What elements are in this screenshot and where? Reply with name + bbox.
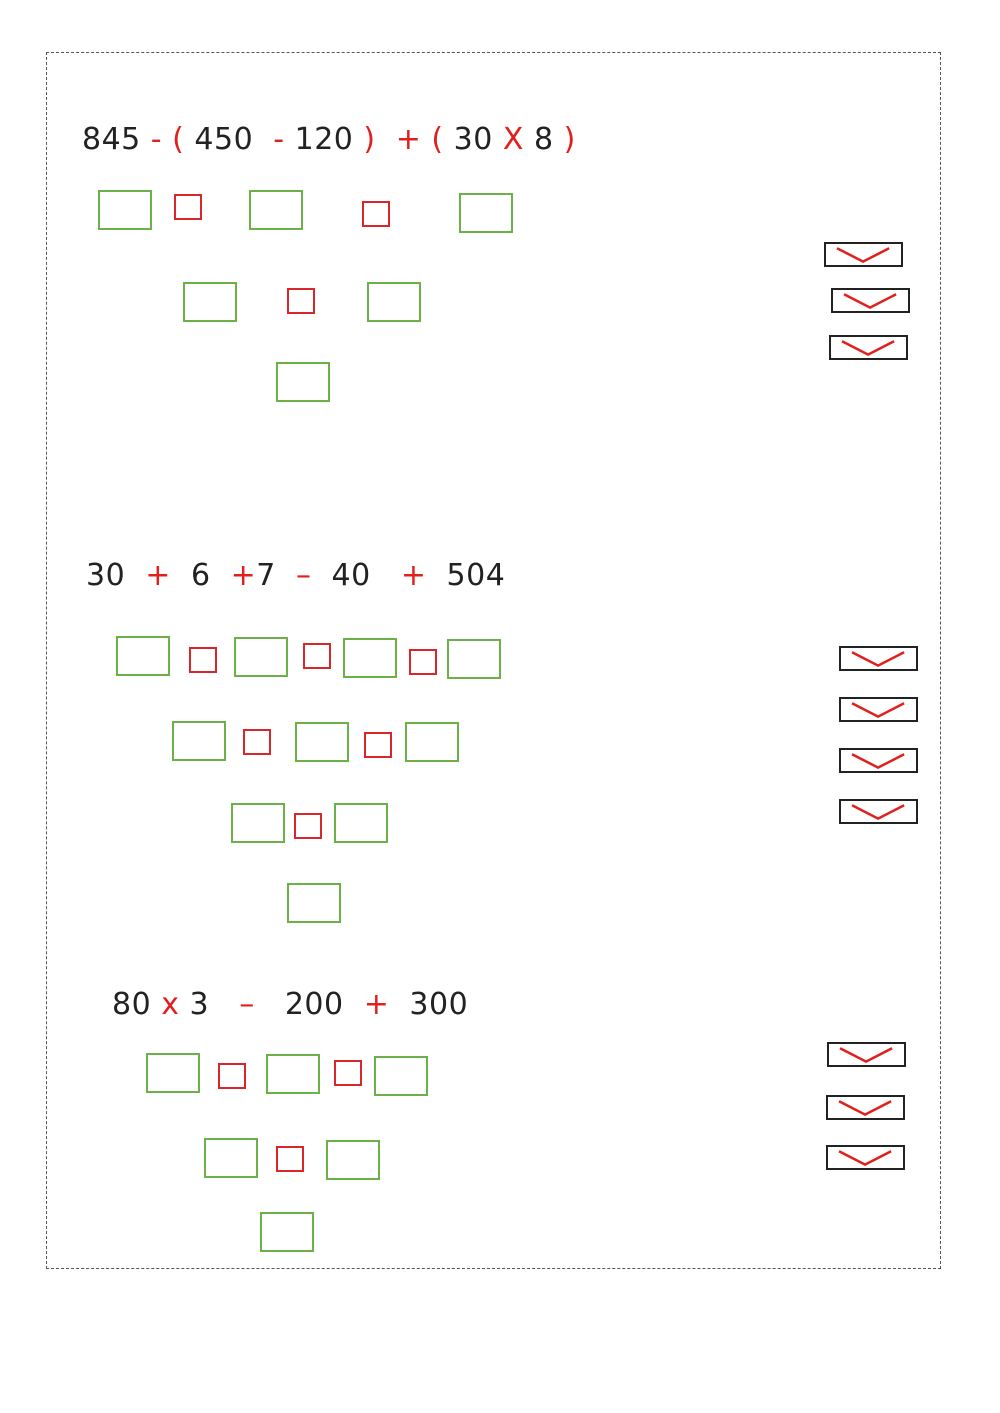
- expression-number: 80: [112, 987, 162, 1022]
- answer-box[interactable]: [260, 1212, 314, 1252]
- expression-operator: (: [172, 122, 195, 157]
- expression-operator: (: [431, 122, 454, 157]
- dropdown-select[interactable]: [839, 748, 918, 773]
- expression-number: 200: [274, 987, 354, 1022]
- dropdown-select[interactable]: [826, 1145, 905, 1170]
- expression-operator: ): [563, 122, 576, 157]
- operator-box[interactable]: [303, 643, 331, 669]
- operator-box[interactable]: [276, 1146, 304, 1172]
- dropdown-select[interactable]: [831, 288, 910, 313]
- answer-box[interactable]: [116, 636, 170, 676]
- answer-box[interactable]: [326, 1140, 380, 1180]
- expression-operator: +: [135, 558, 181, 593]
- expression-number: 300: [399, 987, 469, 1022]
- operator-box[interactable]: [409, 649, 437, 675]
- chevron-down-icon: [828, 1097, 903, 1118]
- expression-number: 7: [256, 558, 286, 593]
- answer-box[interactable]: [459, 193, 513, 233]
- operator-box[interactable]: [362, 201, 390, 227]
- answer-box[interactable]: [276, 362, 330, 402]
- expression-3: [112, 987, 468, 1022]
- expression-operator: –: [285, 558, 322, 593]
- answer-box[interactable]: [249, 190, 303, 230]
- dropdown-select[interactable]: [839, 799, 918, 824]
- operator-box[interactable]: [243, 729, 271, 755]
- answer-box[interactable]: [266, 1054, 320, 1094]
- expression-number: 6: [180, 558, 221, 593]
- operator-box[interactable]: [334, 1060, 362, 1086]
- answer-box[interactable]: [204, 1138, 258, 1178]
- expression-number: 450: [194, 122, 254, 157]
- operator-box[interactable]: [287, 288, 315, 314]
- answer-box[interactable]: [405, 722, 459, 762]
- chevron-down-icon: [841, 801, 916, 822]
- answer-box[interactable]: [343, 638, 397, 678]
- answer-box[interactable]: [367, 282, 421, 322]
- expression-operator: X: [502, 122, 524, 157]
- dropdown-select[interactable]: [829, 335, 908, 360]
- answer-box[interactable]: [334, 803, 388, 843]
- answer-box[interactable]: [295, 722, 349, 762]
- chevron-down-icon: [841, 648, 916, 669]
- dropdown-select[interactable]: [827, 1042, 906, 1067]
- expression-operator: ): [353, 122, 376, 157]
- expression-number: 8: [523, 122, 564, 157]
- expression-operator: -: [140, 122, 173, 157]
- answer-box[interactable]: [374, 1056, 428, 1096]
- expression-number: 30: [453, 122, 503, 157]
- answer-box[interactable]: [146, 1053, 200, 1093]
- chevron-down-icon: [841, 750, 916, 771]
- expression-operator: -: [253, 122, 295, 157]
- answer-box[interactable]: [287, 883, 341, 923]
- expression-number: 3: [179, 987, 220, 1022]
- expression-1: [82, 122, 576, 157]
- dropdown-select[interactable]: [826, 1095, 905, 1120]
- chevron-down-icon: [833, 290, 908, 311]
- dropdown-select[interactable]: [839, 697, 918, 722]
- operator-box[interactable]: [189, 647, 217, 673]
- expression-operator: +: [353, 987, 400, 1022]
- answer-box[interactable]: [231, 803, 285, 843]
- expression-operator: +: [220, 558, 257, 593]
- chevron-down-icon: [831, 337, 906, 358]
- operator-box[interactable]: [218, 1063, 246, 1089]
- expression-number: 504: [436, 558, 506, 593]
- dropdown-select[interactable]: [824, 242, 903, 267]
- expression-number: 120: [294, 122, 354, 157]
- answer-box[interactable]: [172, 721, 226, 761]
- chevron-down-icon: [826, 244, 901, 265]
- expression-operator: x: [161, 987, 180, 1022]
- expression-number: 40: [321, 558, 381, 593]
- dropdown-select[interactable]: [839, 646, 918, 671]
- expression-operator: –: [219, 987, 275, 1022]
- expression-number: 845: [82, 122, 141, 157]
- expression-operator: +: [375, 122, 432, 157]
- operator-box[interactable]: [174, 194, 202, 220]
- chevron-down-icon: [828, 1147, 903, 1168]
- expression-number: 30: [86, 558, 136, 593]
- answer-box[interactable]: [98, 190, 152, 230]
- operator-box[interactable]: [294, 813, 322, 839]
- chevron-down-icon: [841, 699, 916, 720]
- chevron-down-icon: [829, 1044, 904, 1065]
- expression-operator: +: [380, 558, 437, 593]
- answer-box[interactable]: [447, 639, 501, 679]
- operator-box[interactable]: [364, 732, 392, 758]
- answer-box[interactable]: [183, 282, 237, 322]
- expression-2: [86, 558, 505, 593]
- answer-box[interactable]: [234, 637, 288, 677]
